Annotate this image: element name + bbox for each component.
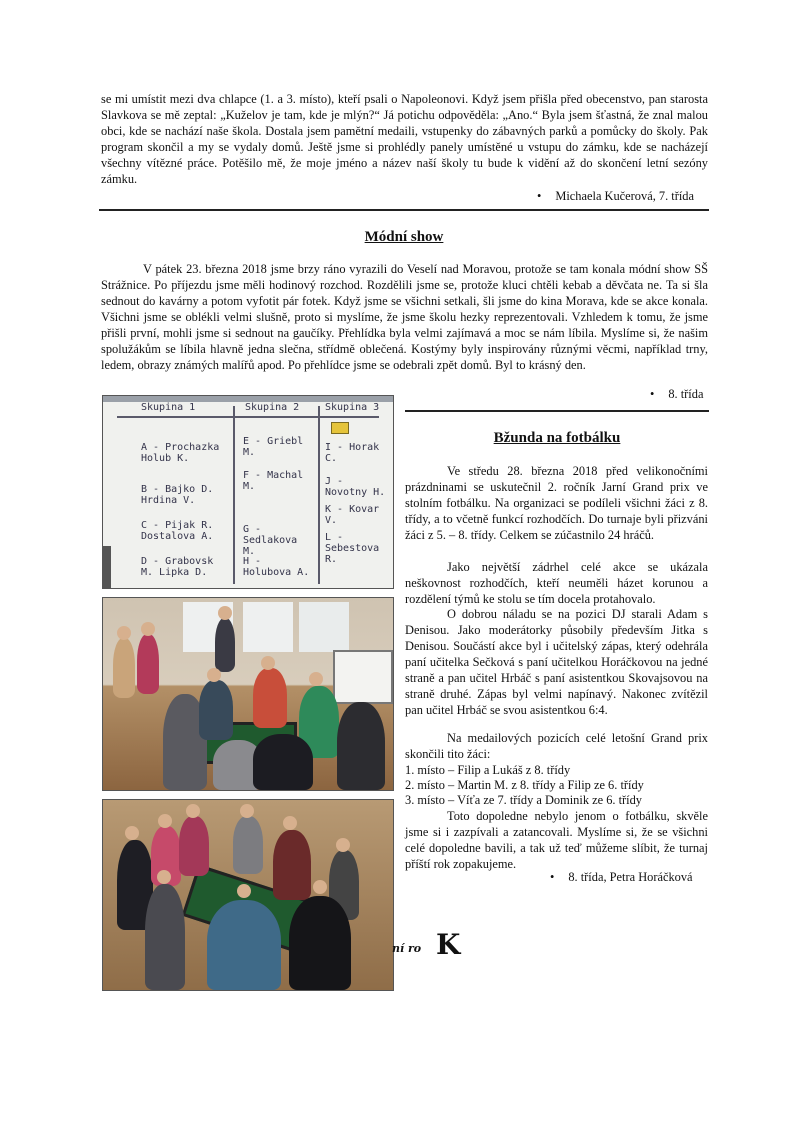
magazine-logo bbox=[390, 928, 480, 964]
board-row-l: L - Sebestova R. bbox=[325, 532, 380, 565]
foosball-title: Bžunda na fotbálku bbox=[493, 430, 621, 446]
board-col2: Skupina 2 bbox=[245, 402, 300, 413]
foosball-paragraph-1: Ve středu 28. března 2018 před velikonočními prázdninami se uskutečnil 2. ročník Jarní Grand prix ve stolním fotbálku. Na organizaci se podíleli všichni žáci z 8. třídy, a to včetně funkcí rozhodčích. Do turnaje byli přizváni žáci z 5. – 8. třídy. Celkem se zúčastnilo 24 hráčů. bbox=[405, 464, 708, 542]
board-row-e: E - Griebl M. bbox=[243, 436, 304, 458]
logo-small-text: ní ro bbox=[392, 942, 422, 955]
foosball-rank-1: 1. místo – Filip a Lukáš z 8. třídy bbox=[405, 763, 571, 777]
board-row-j: J - Novotny H. bbox=[325, 476, 386, 498]
divider-2 bbox=[405, 410, 709, 412]
foosball-rank-2: 2. místo – Martin M. z 8. třídy a Filip ze 6. třídy bbox=[405, 778, 644, 792]
board-row-k: K - Kovar V. bbox=[325, 504, 380, 526]
foosball-paragraph-3: O dobrou náladu se na pozici DJ starali Adam s Denisou. Jako moderátorky působily především Jitka s Denisou. Součástí akce byl i učitelský zápas, který odehrála paní učitelka Sečková s paní učitelkou Horáčkovou na jedné straně a pan učitel Hrbáč s paní asistentkou Skovajsovou na straně druhé. Zápas byl velmi napínavý. Nakonec zvítězil pan učitel Hrbáč se svou asistentkou 6:4. bbox=[405, 607, 708, 717]
foosball-rank-3: 3. místo – Víťa ze 7. třídy a Dominik ze 6. třídy bbox=[405, 793, 643, 807]
board-row-c: C - Pijak R. Dostalova A. bbox=[141, 520, 214, 542]
fashion-title: Módní show bbox=[364, 229, 444, 245]
photo-foosball-match bbox=[102, 799, 394, 991]
board-row-g: G - Sedlakova M. bbox=[243, 524, 298, 557]
logo-big-letter: K bbox=[436, 928, 461, 961]
intro-signature: • Michaela Kučerová, 7. třída bbox=[537, 188, 694, 204]
board-row-b: B - Bajko D. Hrdina V. bbox=[141, 484, 214, 506]
board-row-h: H - Holubova A. bbox=[243, 556, 310, 578]
intro-paragraph: se mi umístit mezi dva chlapce (1. a 3. místo), kteří psali o Napoleonovi. Když jsem přišla před obecenstvo, pan starosta Slavkova se mě zeptal: „Kuželov je tam, kde je mlýn?“ Já potichu odpověděla: „Ano.“ Byla jsem šťastná, že znal malou obci, kde se nachází naše škola. Dostala jsem pamětní medaili, vstupenky do zábavných parků a pomůcky do školy. Pak program skončil a my se vydaly domů. Ještě jsme si prohlédly panely umístěné u vstupu do zámku, kde se nacházejí všechny vítězné práce. Potěšilo mě, že moje jméno a název naší školy tu bude k vidění až do skončení letní sezóny zámku. bbox=[101, 92, 708, 186]
fashion-signature: • 8. třída bbox=[650, 386, 703, 402]
foosball-paragraph-5: Toto dopoledne nebylo jenom o fotbálku, skvěle jsme si i zazpívali a zatancovali. Myslíme si, že se všichni celé dopoledne bavili, a tak už teď můžeme slíbit, že turnaj příští rok zopakujeme. bbox=[405, 809, 708, 871]
photo-whiteboard bbox=[102, 395, 394, 589]
foosball-paragraph-4: Na medailových pozicích celé letošní Grand prix skončili tito žáci: bbox=[405, 731, 708, 761]
board-row-f: F - Machal M. bbox=[243, 470, 304, 492]
fashion-paragraph: V pátek 23. března 2018 jsme brzy ráno vyrazili do Veselí nad Moravou, protože se tam konala módní show SŠ Strážnice. Po příjezdu jsme měli hodinový rozchod. Rozdělili jsme se, protože kluci chtěli kebab a děvčata ne. Ta si šla sednout do kavárny a potom vyfotit pár fotek. Když jsme se všichni setkali, šli jsme do kina Morava, kde se akce konala. Všichni jsme se oblékli velmi slušně, proto si myslíme, že jsme školu hezky reprezentovali. Vzhledem k tomu, že jsme přišli první, mohli jsme si sednout na gaučíky. Přehlídka byla velmi zajímavá a moc se nám líbila. Myslíme si, že našim spolužákům se líbila hlavně jedna slečna, střídmě oblečená. Kostýmy byly inspirovány různými věcmi, například trny, ledem, obrazy známých malířů apod. Po přehlídce jsme se odebrali zpět domů. Byl to krásný den. bbox=[101, 262, 708, 372]
board-col3: Skupina 3 bbox=[325, 402, 380, 413]
foosball-signature: • 8. třída, Petra Horáčková bbox=[550, 869, 693, 885]
photo-gym-crowd bbox=[102, 597, 394, 791]
board-row-d: D - Grabovsk M. Lipka D. bbox=[141, 556, 214, 578]
foosball-paragraph-2: Jako největší zádrhel celé akce se ukázala neškovnost rozhodčích, kteří neuměli házet korunou a rozdělení týmů ke stolu se tím docela protahovalo. bbox=[405, 560, 708, 606]
divider-1 bbox=[99, 209, 709, 211]
board-row-i: I - Horak C. bbox=[325, 442, 380, 464]
board-row-a: A - Prochazka Holub K. bbox=[141, 442, 220, 464]
board-col1: Skupina 1 bbox=[141, 402, 196, 413]
